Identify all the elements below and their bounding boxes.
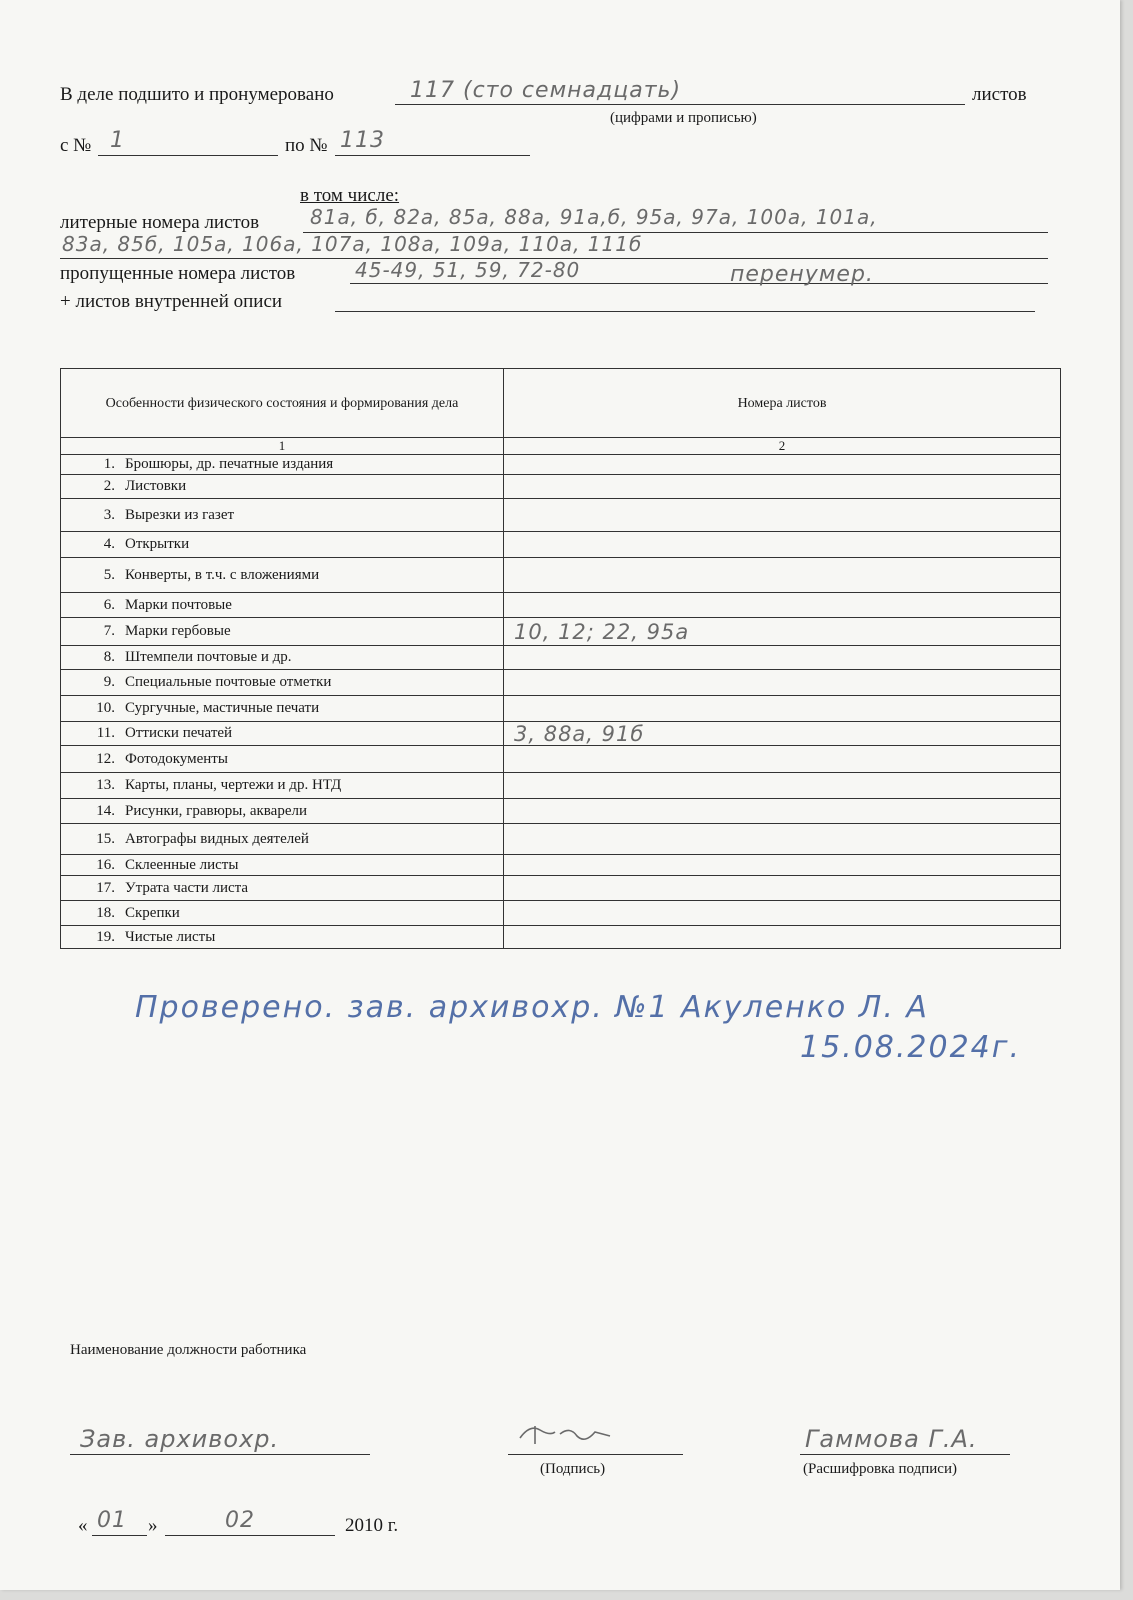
- table-row: [61, 926, 1061, 949]
- sheet-numbers-cell: [504, 876, 1061, 901]
- feature-label: Оттиски печатей: [125, 725, 233, 741]
- table-row: [61, 558, 1061, 593]
- table-row: [61, 876, 1061, 901]
- day-handwritten: 01: [97, 1508, 127, 1533]
- feature-label: Листовки: [125, 478, 187, 494]
- table-row: [61, 696, 1061, 722]
- signature-hint: (Подпись): [540, 1461, 606, 1477]
- letter-numbers-handwritten-1: 81а, б, 82а, 85а, 88а, 91а,б, 95а, 97а, 100а, 101а,: [310, 205, 878, 229]
- feature-number: 2.: [103, 478, 115, 494]
- date-open-quote: «: [78, 1515, 88, 1536]
- from-number-handwritten: 1: [110, 128, 125, 153]
- letter-numbers-handwritten-2: 83а, 85б, 105а, 106а, 107а, 108а, 109а, 110а, 111б: [62, 232, 643, 256]
- month-underline: [165, 1535, 335, 1536]
- feature-number: 3.: [103, 506, 115, 523]
- feature-cell: [61, 670, 504, 696]
- feature-cell: [61, 558, 504, 593]
- decode-hint: (Расшифровка подписи): [803, 1461, 957, 1477]
- decode-underline: [800, 1454, 1010, 1455]
- sewn-count-handwritten: 117 (сто семнадцать): [410, 78, 682, 103]
- letter-numbers-label: литерные номера листов: [60, 212, 260, 233]
- sheets-suffix: листов: [972, 84, 1027, 105]
- feature-label: Сургучные, мастичные печати: [125, 700, 320, 716]
- table-row: [61, 746, 1061, 773]
- feature-number: 6.: [103, 596, 115, 613]
- missing-numbers-handwritten: 45-49, 51, 59, 72-80: [355, 258, 581, 282]
- missing-numbers-label: пропущенные номера листов: [60, 263, 296, 284]
- table-row: [61, 722, 1061, 746]
- verification-note-handwritten: Проверено. зав. архивохр. №1 Акуленко Л. А: [135, 990, 929, 1025]
- sheet-numbers-cell: [504, 499, 1061, 532]
- feature-cell: [61, 901, 504, 926]
- sheet-numbers-cell: [504, 475, 1061, 499]
- sheet-numbers-cell: [504, 696, 1061, 722]
- table-row: [61, 499, 1061, 532]
- feature-label: Открытки: [125, 536, 190, 552]
- signature-scribble: [515, 1420, 615, 1450]
- table-row: [61, 475, 1061, 499]
- to-label: по №: [285, 135, 328, 156]
- sheet-numbers-cell: [504, 532, 1061, 558]
- feature-number: 15.: [96, 830, 115, 847]
- feature-label: Марки почтовые: [125, 596, 232, 613]
- table-row: [61, 824, 1061, 855]
- sheet-numbers-cell: [504, 558, 1061, 593]
- sheet-numbers-cell: [504, 799, 1061, 824]
- feature-cell: [61, 532, 504, 558]
- sheet-numbers-cell: [504, 646, 1061, 670]
- year-label: 2010 г.: [345, 1515, 399, 1536]
- feature-cell: [61, 499, 504, 532]
- feature-label: Марки гербовые: [125, 623, 231, 639]
- sheet-numbers-cell: 3, 88а, 91б: [504, 722, 1061, 746]
- sheet-numbers-cell: [504, 824, 1061, 855]
- feature-cell: [61, 455, 504, 475]
- table-row: [61, 773, 1061, 799]
- feature-cell: [61, 799, 504, 824]
- to-underline: [335, 155, 530, 156]
- feature-cell: [61, 696, 504, 722]
- table-row: [61, 901, 1061, 926]
- position-value-handwritten: Зав. архивохр.: [80, 1425, 280, 1453]
- feature-cell: [61, 926, 504, 949]
- missing-underline: [350, 283, 1048, 284]
- feature-cell: [61, 475, 504, 499]
- feature-number: 10.: [96, 700, 115, 716]
- position-underline: [70, 1454, 370, 1455]
- feature-label: Конверты, в т.ч. с вложениями: [125, 566, 320, 583]
- feature-number: 18.: [96, 904, 115, 921]
- decode-value-handwritten: Гаммова Г.А.: [805, 1425, 978, 1453]
- feature-number: 4.: [103, 536, 115, 552]
- feature-number: 5.: [103, 566, 115, 583]
- feature-number: 1.: [103, 456, 115, 472]
- feature-label: Утрата части листа: [125, 879, 249, 896]
- feature-label: Специальные почтовые отметки: [125, 674, 332, 690]
- table-row: [61, 855, 1061, 876]
- from-label: с №: [60, 135, 92, 156]
- from-underline: [98, 155, 278, 156]
- table-row: [61, 799, 1061, 824]
- feature-number: 7.: [103, 623, 115, 639]
- inner-inventory-underline: [335, 311, 1035, 312]
- sheet-numbers-cell: [504, 746, 1061, 773]
- feature-label: Скрепки: [125, 904, 180, 921]
- feature-label: Карты, планы, чертежи и др. НТД: [125, 777, 342, 793]
- position-title-label: Наименование должности работника: [70, 1342, 307, 1358]
- sheet-numbers-cell: [504, 926, 1061, 949]
- sheet-numbers-cell: 10, 12; 22, 95а: [504, 618, 1061, 646]
- feature-number: 14.: [96, 802, 115, 819]
- physical-state-table: [60, 368, 1061, 949]
- feature-label: Автографы видных деятелей: [125, 830, 309, 847]
- including-label: в том числе:: [300, 185, 400, 206]
- sheet-numbers-cell: [504, 455, 1061, 475]
- col1-header: Особенности физического состояния и формирования дела: [61, 369, 504, 438]
- feature-cell: [61, 773, 504, 799]
- table-row: [61, 618, 1061, 646]
- feature-number: 11.: [96, 725, 115, 741]
- col2-header: Номера листов: [504, 369, 1061, 438]
- feature-cell: [61, 824, 504, 855]
- feature-number: 8.: [103, 649, 115, 665]
- day-underline: [92, 1535, 147, 1536]
- feature-number: 13.: [96, 777, 115, 793]
- sheet-numbers-cell: [504, 855, 1061, 876]
- month-handwritten: 02: [225, 1508, 255, 1533]
- date-close-quote: »: [148, 1515, 158, 1536]
- feature-number: 17.: [96, 879, 115, 896]
- feature-cell: [61, 722, 504, 746]
- table-row: [61, 646, 1061, 670]
- verification-date-handwritten: 15.08.2024г.: [800, 1030, 1022, 1065]
- feature-number: 9.: [103, 674, 115, 690]
- table-row: [61, 455, 1061, 475]
- col1-number: 1: [61, 438, 504, 455]
- feature-label: Чистые листы: [125, 928, 216, 945]
- feature-cell: [61, 876, 504, 901]
- table-row: [61, 670, 1061, 696]
- col2-number: 2: [504, 438, 1061, 455]
- sheet-numbers-cell: [504, 773, 1061, 799]
- feature-label: Вырезки из газет: [125, 506, 235, 523]
- feature-label: Рисунки, гравюры, акварели: [125, 802, 308, 819]
- sheet-numbers-cell: [504, 670, 1061, 696]
- table-row: [61, 593, 1061, 618]
- feature-cell: [61, 618, 504, 646]
- sheet-numbers-cell: [504, 593, 1061, 618]
- to-number-handwritten: 113: [340, 128, 385, 153]
- sewn-label: В деле подшито и пронумеровано: [60, 84, 334, 105]
- inner-inventory-label: + листов внутренней описи: [60, 291, 283, 312]
- sewn-underline: [395, 104, 965, 105]
- feature-number: 16.: [96, 856, 115, 873]
- feature-number: 19.: [96, 928, 115, 945]
- feature-label: Брошюры, др. печатные издания: [125, 456, 334, 472]
- table-row: [61, 532, 1061, 558]
- renumbered-note-handwritten: перенумер.: [730, 262, 874, 287]
- feature-cell: [61, 746, 504, 773]
- sheet-numbers-cell: [504, 901, 1061, 926]
- digits-words-hint: (цифрами и прописью): [610, 110, 757, 126]
- feature-cell: [61, 593, 504, 618]
- feature-label: Склеенные листы: [125, 856, 239, 873]
- feature-label: Фотодокументы: [125, 750, 228, 767]
- feature-label: Штемпели почтовые и др.: [125, 649, 292, 665]
- feature-cell: [61, 646, 504, 670]
- feature-number: 12.: [96, 750, 115, 767]
- signature-underline: [508, 1454, 683, 1455]
- feature-cell: [61, 855, 504, 876]
